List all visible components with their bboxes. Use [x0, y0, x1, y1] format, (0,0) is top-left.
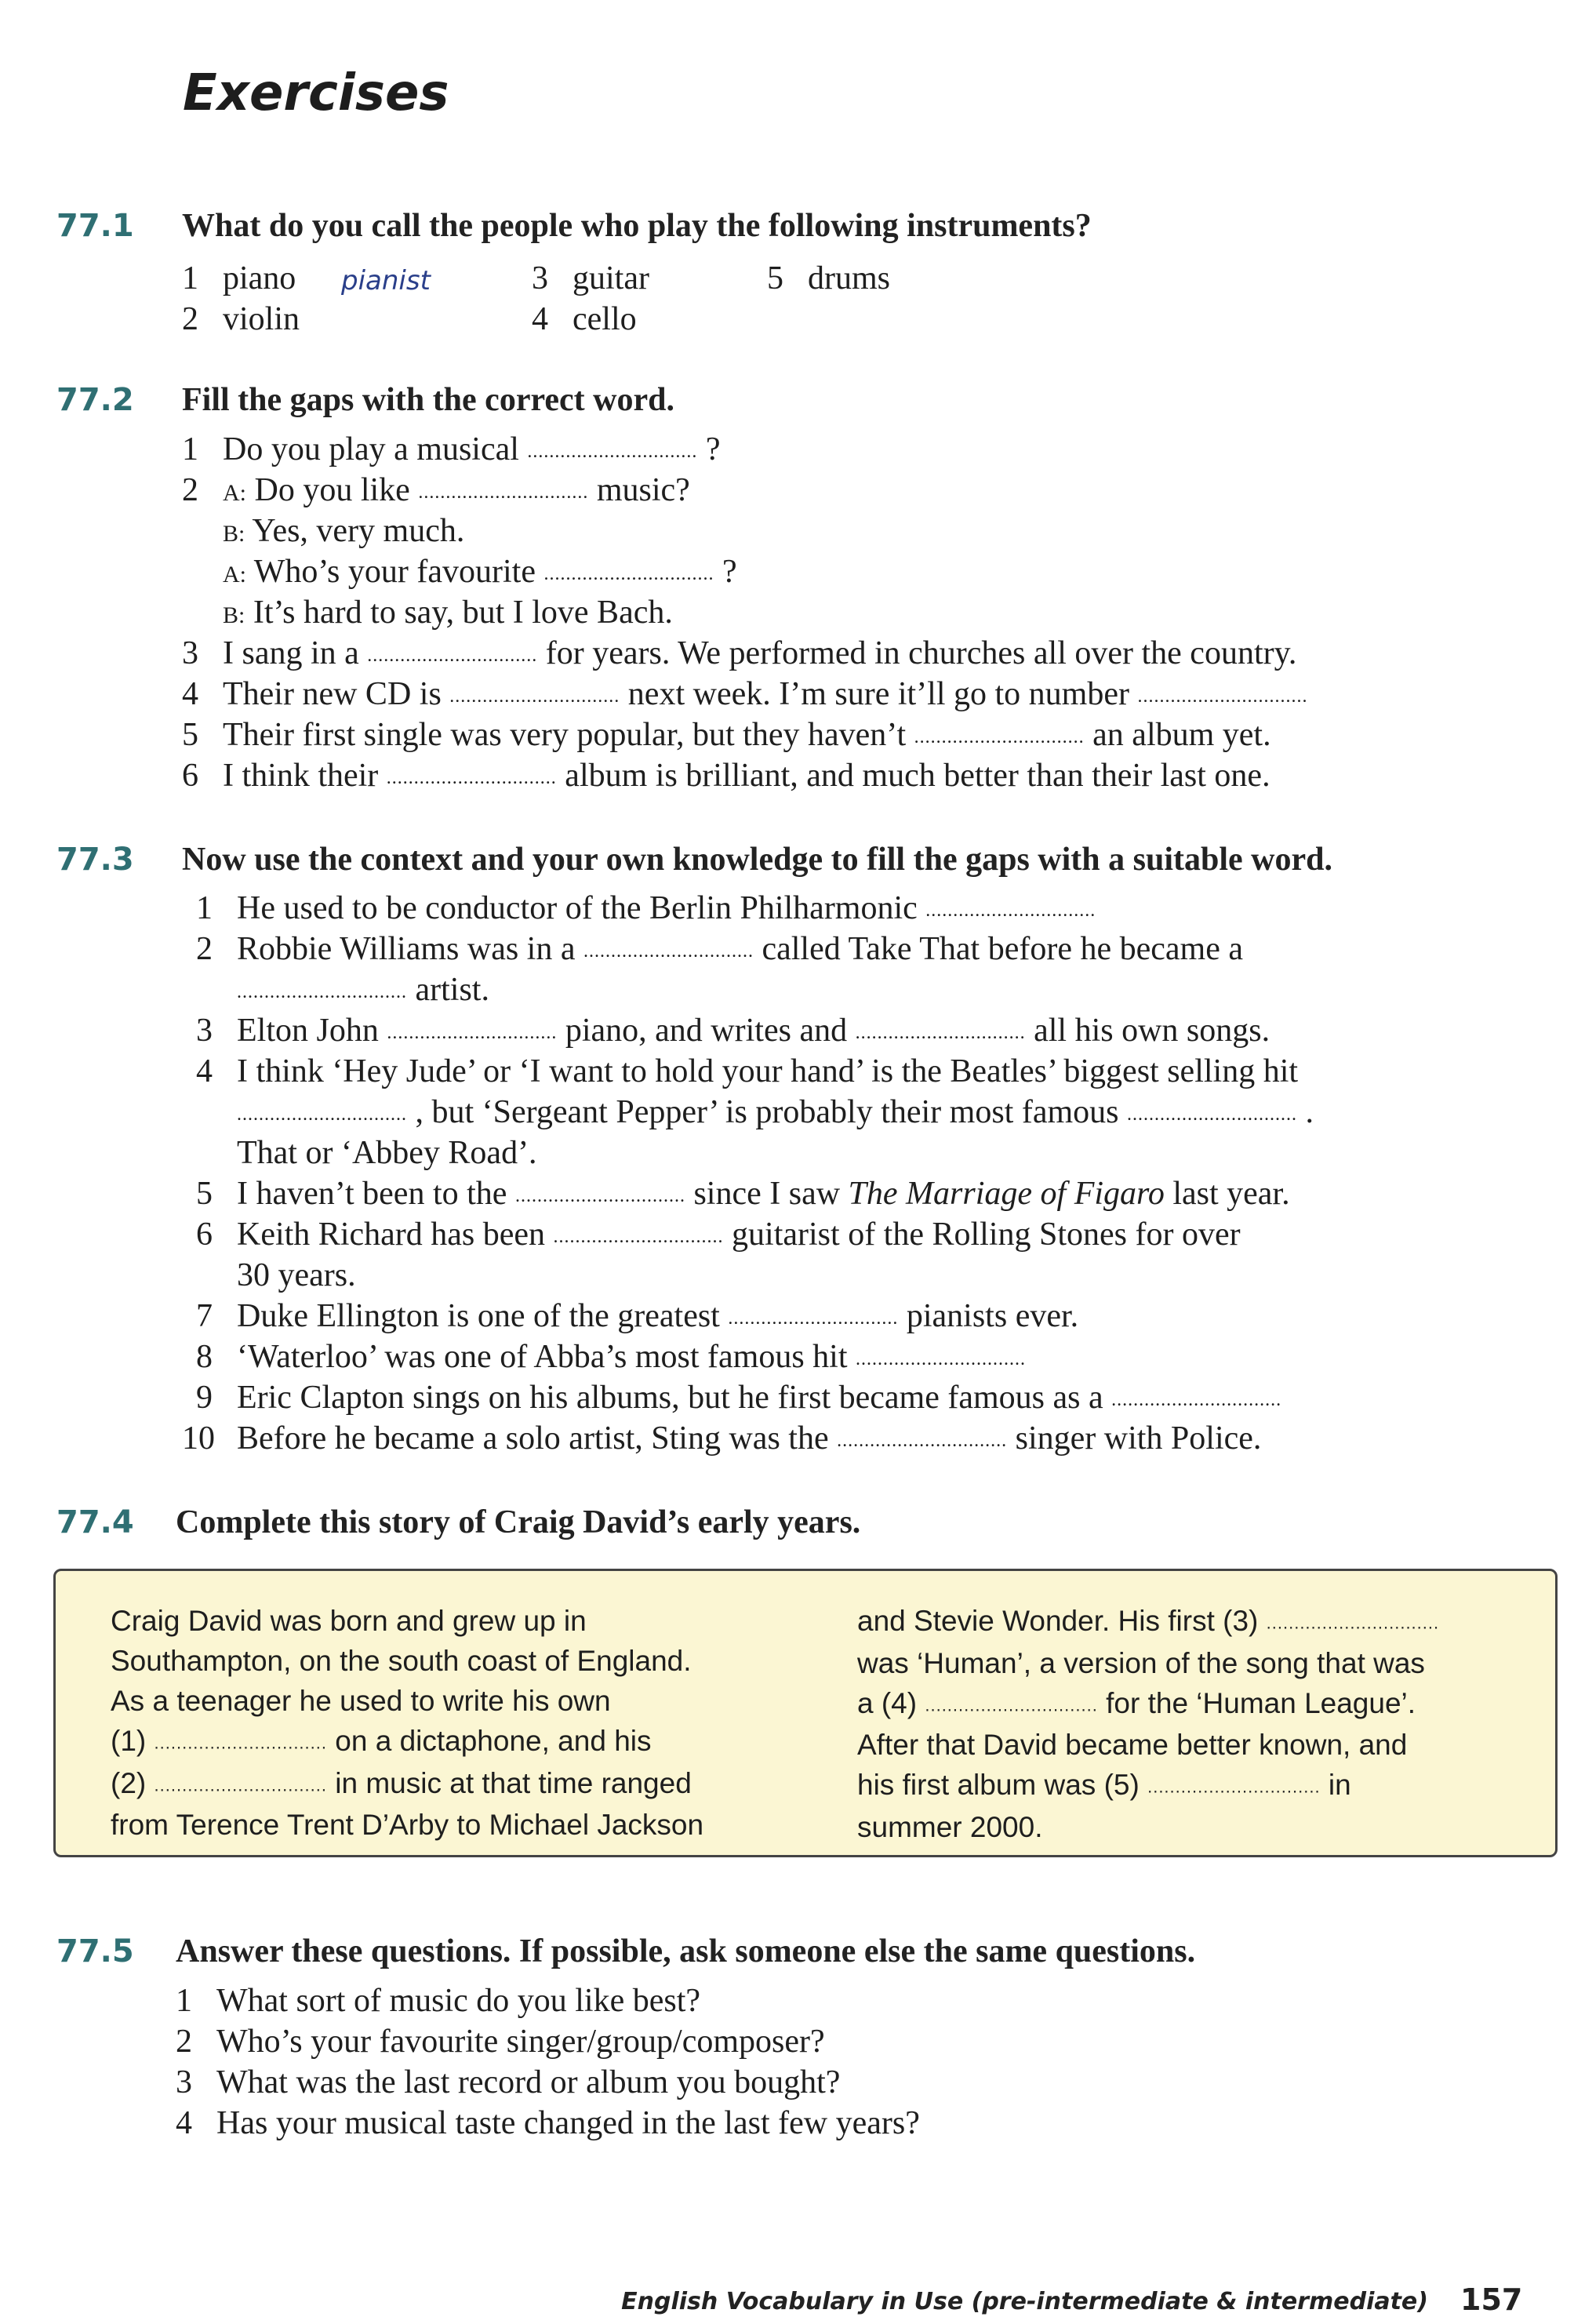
story-left-column — [111, 1601, 703, 1845]
list-item: 30 years. — [237, 1257, 356, 1293]
list-item: 2 Who’s your favourite singer/group/composer? — [176, 2024, 825, 2060]
list-item: 2 violin — [182, 301, 300, 337]
list-item: 5 drums — [767, 260, 890, 296]
story-line: (1) ............................... on a dictaphone, and his — [111, 1725, 652, 1757]
list-item: That or ‘Abbey Road’. — [237, 1135, 537, 1171]
list-item: 1 Do you play a musical ............................... ? — [182, 431, 721, 467]
story-line: was ‘Human’, a version of the song that was — [857, 1646, 1425, 1679]
list-item: 3 What was the last record or album you bought? — [176, 2064, 841, 2100]
story-line: As a teenager he used to write his own — [111, 1685, 611, 1717]
list-item: 4 I think ‘Hey Jude’ or ‘I want to hold your hand’ is the Beatles’ biggest selling hit — [196, 1053, 1299, 1089]
list-item: 5 I haven’t been to the ............................... since I saw The Marriage of Figaro last year. — [196, 1176, 1290, 1212]
story-line: Craig David was born and grew up in — [111, 1605, 587, 1637]
list-item: 1 He used to be conductor of the Berlin Philharmonic ............................... — [196, 890, 1096, 926]
story-box — [53, 1569, 1558, 1857]
story-line: summer 2000. — [857, 1811, 1043, 1844]
handwritten-answer: pianist — [341, 265, 431, 296]
list-item: 3 guitar — [532, 260, 649, 296]
list-item: 9 Eric Clapton sings on his albums, but he first became famous as a ............................... — [196, 1380, 1282, 1416]
exercise-number: 77.4 — [56, 1504, 134, 1540]
exercise-number: 77.2 — [56, 382, 134, 418]
story-right-column — [857, 1601, 1439, 1847]
list-item: B: Yes, very much. — [223, 513, 465, 549]
list-item: 5 Their first single was very popular, but they haven’t ............................... an album yet. — [182, 717, 1271, 753]
story-line: (2) ............................... in music at that time ranged — [111, 1766, 692, 1799]
story-line: a (4) ............................... for the ‘Human League’. — [857, 1686, 1416, 1719]
page-title: Exercises — [183, 64, 449, 122]
exercise-number: 77.1 — [56, 208, 134, 244]
list-item: 4 Has your musical taste changed in the last few years? — [176, 2105, 920, 2141]
story-line: Southampton, on the south coast of England. — [111, 1645, 692, 1677]
list-item: 4 cello — [532, 301, 637, 337]
list-item: B: It’s hard to say, but I love Bach. — [223, 595, 673, 631]
footer-source: English Vocabulary in Use (pre-intermediate & intermediate) — [621, 2288, 1428, 2315]
list-item: 2 Robbie Williams was in a ............................... called Take That before he became a — [196, 931, 1243, 967]
list-item: 6 I think their ............................... album is brilliant, and much better than their last one. — [182, 758, 1270, 794]
list-item: ............................... , but ‘Sergeant Pepper’ is probably their most famous ............................... . — [237, 1094, 1314, 1130]
list-item: 8 ‘Waterloo’ was one of Abba’s most famous hit ............................... — [196, 1339, 1027, 1375]
list-item: A: Who’s your favourite ............................... ? — [223, 554, 737, 590]
exercise-number: 77.3 — [56, 842, 134, 878]
list-item: 1 What sort of music do you like best? — [176, 1983, 701, 2019]
exercise-instruction: Fill the gaps with the correct word. — [182, 382, 674, 418]
page-number: 157 — [1460, 2282, 1523, 2317]
exercise-instruction: What do you call the people who play the following instruments? — [182, 208, 1092, 244]
story-line: his first album was (5) ............................... in — [857, 1769, 1351, 1802]
list-item: ............................... artist. — [237, 972, 489, 1008]
exercise-number: 77.5 — [56, 1933, 134, 1969]
story-line: and Stevie Wonder. His first (3) ............................... — [857, 1605, 1440, 1637]
list-item: 3 I sang in a ............................... for years. We performed in churches all over the country. — [182, 635, 1297, 671]
list-item: 2 A: Do you like ............................... music? — [182, 472, 690, 508]
exercise-instruction: Complete this story of Craig David’s early years. — [176, 1504, 861, 1540]
story-line: from Terence Trent D’Arby to Michael Jackson — [111, 1809, 704, 1842]
list-item: 4 Their new CD is ............................... next week. I’m sure it’ll go to number ............................... — [182, 676, 1308, 712]
list-item: 3 Elton John ............................... piano, and writes and ............................... all his own songs. — [196, 1013, 1270, 1049]
story-line: After that David became better known, and — [857, 1729, 1408, 1762]
exercise-instruction: Answer these questions. If possible, ask someone else the same questions. — [176, 1933, 1196, 1969]
list-item: 1 piano — [182, 260, 296, 296]
list-item: 10 Before he became a solo artist, Sting was the ............................... singer with Police. — [182, 1420, 1262, 1457]
exercise-instruction: Now use the context and your own knowledge to fill the gaps with a suitable word. — [182, 842, 1332, 878]
list-item: 7 Duke Ellington is one of the greatest ............................... pianists ever. — [196, 1298, 1079, 1334]
list-item: 6 Keith Richard has been ............................... guitarist of the Rolling Stones for over — [196, 1217, 1241, 1253]
